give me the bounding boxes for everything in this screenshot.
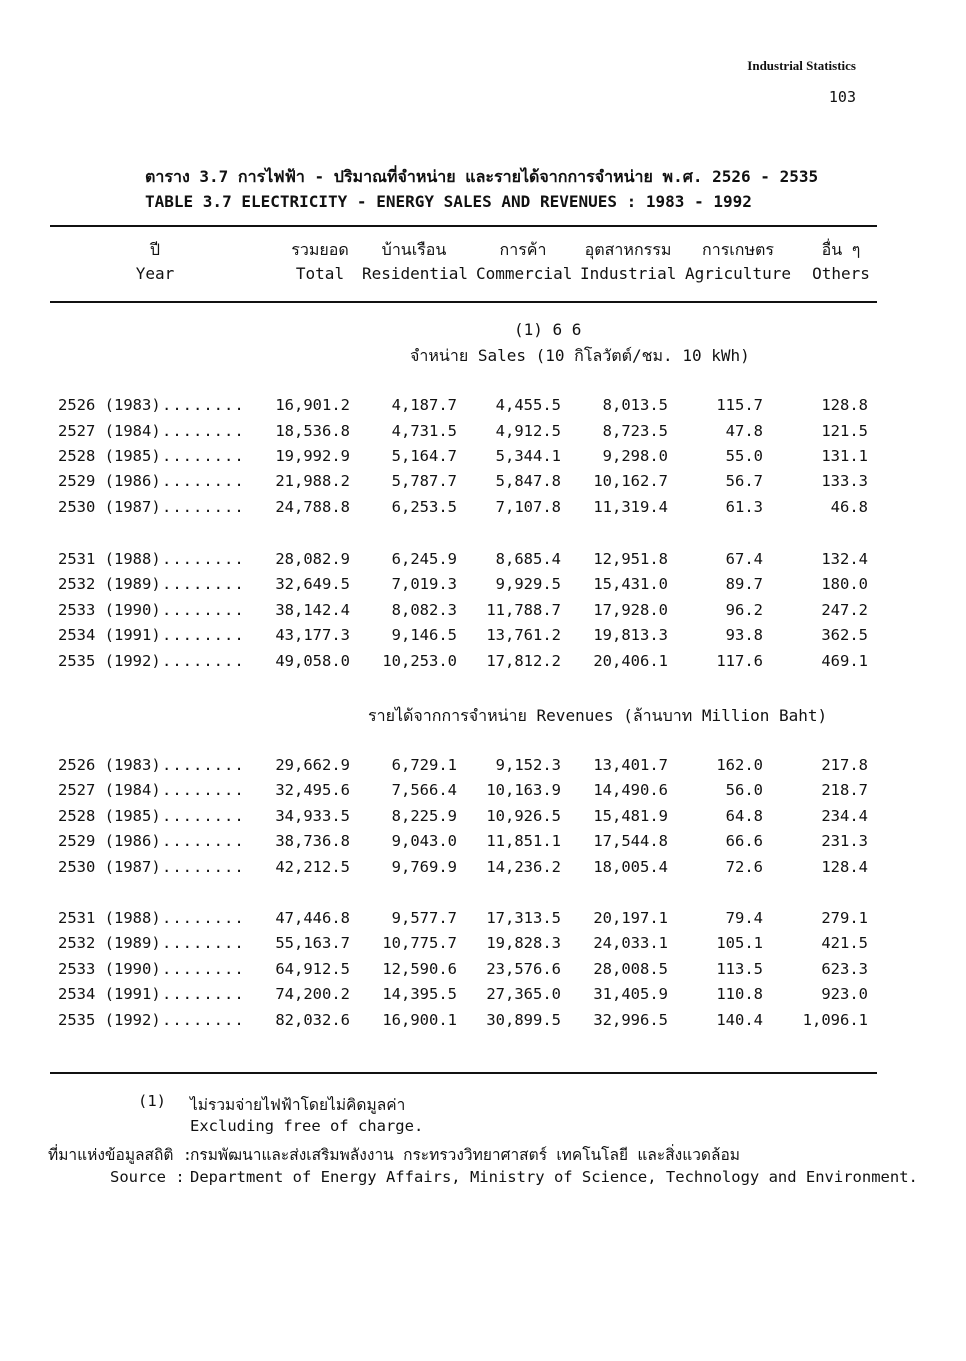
footnote-marker: (1) (138, 1092, 166, 1110)
cell-others: 279.1 (821, 909, 868, 927)
cell-residential: 12,590.6 (382, 960, 457, 978)
page-number: 103 (828, 88, 856, 106)
cell-commercial: 9,929.5 (495, 575, 561, 593)
cell-agriculture: 61.3 (725, 498, 763, 516)
cell-total: 16,901.2 (275, 396, 350, 414)
header-residential (362, 238, 466, 286)
cell-total: 38,736.8 (275, 832, 350, 850)
table-title-thai: ตาราง 3.7 การไฟฟ้า - ปริมาณที่จำหน่าย และรายได้จากการจำหน่าย พ.ศ. 2526 - 2535 (145, 167, 819, 186)
cell-others: 234.4 (821, 807, 868, 825)
cell-agriculture: 56.7 (725, 472, 763, 490)
table-row (0, 781, 966, 806)
cell-dots: ........ (162, 601, 245, 619)
cell-others: 46.8 (830, 498, 868, 516)
header-en: Commercial (476, 264, 573, 283)
cell-agriculture: 105.1 (716, 934, 763, 952)
cell-dots: ........ (162, 807, 245, 825)
cell-total: 42,212.5 (275, 858, 350, 876)
cell-residential: 4,731.5 (391, 422, 457, 440)
cell-agriculture: 115.7 (716, 396, 763, 414)
cell-year: 2533 (1990) (58, 960, 161, 978)
header-en: Total (295, 264, 345, 283)
cell-commercial: 23,576.6 (486, 960, 561, 978)
cell-commercial: 17,812.2 (486, 652, 561, 670)
cell-dots: ........ (162, 626, 245, 644)
cell-year: 2528 (1985) (58, 447, 161, 465)
header-rule (50, 301, 877, 303)
cell-residential: 5,787.7 (391, 472, 457, 490)
cell-residential: 9,577.7 (391, 909, 457, 927)
cell-others: 469.1 (821, 652, 868, 670)
bottom-rule (50, 1072, 877, 1074)
header-thai: อื่น ๆ (821, 240, 861, 259)
cell-agriculture: 66.6 (725, 832, 763, 850)
cell-residential: 16,900.1 (382, 1011, 457, 1029)
cell-residential: 6,729.1 (391, 756, 457, 774)
cell-year: 2527 (1984) (58, 422, 161, 440)
cell-others: 247.2 (821, 601, 868, 619)
cell-industrial: 11,319.4 (593, 498, 668, 516)
cell-dots: ........ (162, 652, 245, 670)
cell-agriculture: 67.4 (725, 550, 763, 568)
cell-others: 180.0 (821, 575, 868, 593)
header-others (806, 238, 876, 286)
table-row (0, 756, 966, 781)
cell-industrial: 13,401.7 (593, 756, 668, 774)
cell-others: 623.3 (821, 960, 868, 978)
table-row (0, 985, 966, 1010)
cell-industrial: 9,298.0 (602, 447, 668, 465)
cell-year: 2528 (1985) (58, 807, 161, 825)
cell-industrial: 17,928.0 (593, 601, 668, 619)
cell-total: 64,912.5 (275, 960, 350, 978)
cell-others: 121.5 (821, 422, 868, 440)
cell-dots: ........ (162, 422, 245, 440)
cell-total: 47,446.8 (275, 909, 350, 927)
source-english: Department of Energy Affairs, Ministry of Science, Technology and Environment. (190, 1168, 918, 1186)
cell-others: 421.5 (821, 934, 868, 952)
cell-commercial: 19,828.3 (486, 934, 561, 952)
cell-agriculture: 162.0 (716, 756, 763, 774)
footnote-english: Excluding free of charge. (190, 1117, 424, 1135)
cell-others: 128.4 (821, 858, 868, 876)
table-row (0, 422, 966, 447)
cell-residential: 7,566.4 (391, 781, 457, 799)
revenues-section-label: รายได้จากการจำหน่าย Revenues (ล้านบาท Million Baht) (368, 706, 828, 725)
cell-industrial: 15,431.0 (593, 575, 668, 593)
table-title-block (145, 165, 818, 219)
cell-dots: ........ (162, 575, 245, 593)
header-thai: รวมยอด (291, 240, 349, 259)
cell-residential: 5,164.7 (391, 447, 457, 465)
sales-exponent-line: (1) 6 6 (514, 320, 582, 339)
cell-commercial: 11,788.7 (486, 601, 561, 619)
table-row (0, 575, 966, 600)
cell-commercial: 4,912.5 (495, 422, 561, 440)
table-row (0, 396, 966, 421)
cell-year: 2526 (1983) (58, 756, 161, 774)
cell-dots: ........ (162, 756, 245, 774)
cell-dots: ........ (162, 550, 245, 568)
cell-total: 55,163.7 (275, 934, 350, 952)
cell-commercial: 9,152.3 (495, 756, 561, 774)
header-thai: การค้า (499, 240, 547, 259)
top-rule (50, 225, 877, 227)
cell-industrial: 31,405.9 (593, 985, 668, 1003)
table-row (0, 447, 966, 472)
table-row (0, 472, 966, 497)
cell-residential: 8,225.9 (391, 807, 457, 825)
cell-total: 82,032.6 (275, 1011, 350, 1029)
table-row (0, 934, 966, 959)
cell-agriculture: 72.6 (725, 858, 763, 876)
header-agriculture (684, 238, 792, 286)
cell-total: 19,992.9 (275, 447, 350, 465)
cell-dots: ........ (162, 781, 245, 799)
cell-agriculture: 113.5 (716, 960, 763, 978)
cell-residential: 4,187.7 (391, 396, 457, 414)
cell-industrial: 24,033.1 (593, 934, 668, 952)
cell-industrial: 12,951.8 (593, 550, 668, 568)
cell-commercial: 14,236.2 (486, 858, 561, 876)
cell-dots: ........ (162, 472, 245, 490)
cell-agriculture: 56.0 (725, 781, 763, 799)
header-en: Industrial (580, 264, 677, 283)
header-thai: ปี (149, 240, 161, 259)
cell-agriculture: 55.0 (725, 447, 763, 465)
cell-total: 18,536.8 (275, 422, 350, 440)
cell-dots: ........ (162, 909, 245, 927)
running-head: Industrial Statistics (747, 58, 856, 73)
cell-residential: 9,769.9 (391, 858, 457, 876)
table-row (0, 1011, 966, 1036)
cell-commercial: 4,455.5 (495, 396, 561, 414)
cell-industrial: 15,481.9 (593, 807, 668, 825)
cell-residential: 10,775.7 (382, 934, 457, 952)
cell-year: 2535 (1992) (58, 652, 161, 670)
cell-others: 362.5 (821, 626, 868, 644)
cell-year: 2529 (1986) (58, 832, 161, 850)
cell-total: 32,495.6 (275, 781, 350, 799)
cell-others: 133.3 (821, 472, 868, 490)
cell-commercial: 10,163.9 (486, 781, 561, 799)
cell-industrial: 32,996.5 (593, 1011, 668, 1029)
cell-agriculture: 110.8 (716, 985, 763, 1003)
header-commercial (476, 238, 573, 286)
table-row (0, 601, 966, 626)
cell-year: 2529 (1986) (58, 472, 161, 490)
cell-dots: ........ (162, 858, 245, 876)
cell-dots: ........ (162, 447, 245, 465)
header-en: Year (135, 264, 175, 283)
cell-total: 28,082.9 (275, 550, 350, 568)
table-row (0, 550, 966, 575)
cell-commercial: 8,685.4 (495, 550, 561, 568)
cell-total: 38,142.4 (275, 601, 350, 619)
cell-residential: 9,043.0 (391, 832, 457, 850)
cell-agriculture: 117.6 (716, 652, 763, 670)
cell-year: 2527 (1984) (58, 781, 161, 799)
cell-year: 2534 (1991) (58, 985, 161, 1003)
header-en: Others (812, 264, 870, 283)
cell-dots: ........ (162, 1011, 245, 1029)
cell-residential: 9,146.5 (391, 626, 457, 644)
table-row (0, 652, 966, 677)
cell-residential: 8,082.3 (391, 601, 457, 619)
cell-agriculture: 93.8 (725, 626, 763, 644)
cell-industrial: 20,406.1 (593, 652, 668, 670)
cell-total: 43,177.3 (275, 626, 350, 644)
table-row (0, 858, 966, 883)
header-total (275, 238, 365, 286)
cell-year: 2534 (1991) (58, 626, 161, 644)
cell-total: 74,200.2 (275, 985, 350, 1003)
source-label-english: Source : (110, 1168, 185, 1186)
cell-dots: ........ (162, 960, 245, 978)
cell-others: 218.7 (821, 781, 868, 799)
header-year (110, 238, 200, 286)
header-en: Agriculture (685, 264, 791, 283)
cell-agriculture: 96.2 (725, 601, 763, 619)
cell-commercial: 5,847.8 (495, 472, 561, 490)
cell-agriculture: 140.4 (716, 1011, 763, 1029)
cell-year: 2532 (1989) (58, 934, 161, 952)
cell-year: 2532 (1989) (58, 575, 161, 593)
cell-dots: ........ (162, 934, 245, 952)
cell-residential: 7,019.3 (391, 575, 457, 593)
table-row (0, 832, 966, 857)
source-label-thai: ที่มาแห่งข้อมูลสถิติ : (48, 1146, 193, 1164)
cell-others: 131.1 (821, 447, 868, 465)
cell-agriculture: 89.7 (725, 575, 763, 593)
cell-dots: ........ (162, 396, 245, 414)
cell-year: 2531 (1988) (58, 550, 161, 568)
cell-commercial: 27,365.0 (486, 985, 561, 1003)
table-row (0, 960, 966, 985)
table-row (0, 909, 966, 934)
table-row (0, 807, 966, 832)
cell-agriculture: 64.8 (725, 807, 763, 825)
cell-year: 2531 (1988) (58, 909, 161, 927)
cell-commercial: 10,926.5 (486, 807, 561, 825)
cell-year: 2530 (1987) (58, 858, 161, 876)
cell-industrial: 14,490.6 (593, 781, 668, 799)
cell-commercial: 5,344.1 (495, 447, 561, 465)
cell-others: 231.3 (821, 832, 868, 850)
cell-agriculture: 47.8 (725, 422, 763, 440)
cell-residential: 6,245.9 (391, 550, 457, 568)
cell-total: 49,058.0 (275, 652, 350, 670)
cell-others: 217.8 (821, 756, 868, 774)
cell-total: 29,662.9 (275, 756, 350, 774)
cell-industrial: 19,813.3 (593, 626, 668, 644)
cell-industrial: 8,013.5 (602, 396, 668, 414)
cell-total: 32,649.5 (275, 575, 350, 593)
cell-commercial: 17,313.5 (486, 909, 561, 927)
cell-total: 24,788.8 (275, 498, 350, 516)
cell-commercial: 30,899.5 (486, 1011, 561, 1029)
cell-dots: ........ (162, 498, 245, 516)
cell-commercial: 7,107.8 (495, 498, 561, 516)
cell-year: 2526 (1983) (58, 396, 161, 414)
header-en: Residential (362, 264, 468, 283)
cell-commercial: 11,851.1 (486, 832, 561, 850)
cell-year: 2530 (1987) (58, 498, 161, 516)
table-row (0, 626, 966, 651)
cell-others: 923.0 (821, 985, 868, 1003)
table-row (0, 498, 966, 523)
cell-others: 1,096.1 (802, 1011, 868, 1029)
cell-dots: ........ (162, 832, 245, 850)
cell-agriculture: 79.4 (725, 909, 763, 927)
cell-industrial: 18,005.4 (593, 858, 668, 876)
cell-year: 2535 (1992) (58, 1011, 161, 1029)
header-thai: อุตสาหกรรม (584, 240, 672, 259)
source-thai: กรมพัฒนาและส่งเสริมพลังงาน กระทรวงวิทยาศาสตร์ เทคโนโลยี และสิ่งแวดล้อม (190, 1146, 741, 1164)
cell-commercial: 13,761.2 (486, 626, 561, 644)
cell-industrial: 17,544.8 (593, 832, 668, 850)
header-industrial (580, 238, 676, 286)
cell-industrial: 8,723.5 (602, 422, 668, 440)
header-thai: บ้านเรือน (381, 240, 447, 259)
cell-residential: 14,395.5 (382, 985, 457, 1003)
cell-industrial: 10,162.7 (593, 472, 668, 490)
sales-section-label: จำหน่าย Sales (10 กิโลวัตต์/ชม. 10 kWh) (410, 346, 750, 365)
cell-total: 34,933.5 (275, 807, 350, 825)
cell-residential: 6,253.5 (391, 498, 457, 516)
header-thai: การเกษตร (702, 240, 774, 259)
table-title-english: TABLE 3.7 ELECTRICITY - ENERGY SALES AND REVENUES : 1983 - 1992 (145, 192, 752, 211)
cell-residential: 10,253.0 (382, 652, 457, 670)
cell-total: 21,988.2 (275, 472, 350, 490)
cell-year: 2533 (1990) (58, 601, 161, 619)
cell-industrial: 28,008.5 (593, 960, 668, 978)
cell-dots: ........ (162, 985, 245, 1003)
cell-others: 128.8 (821, 396, 868, 414)
cell-others: 132.4 (821, 550, 868, 568)
cell-industrial: 20,197.1 (593, 909, 668, 927)
footnote-thai: ไม่รวมจ่ายไฟฟ้าโดยไม่คิดมูลค่า (190, 1096, 406, 1114)
